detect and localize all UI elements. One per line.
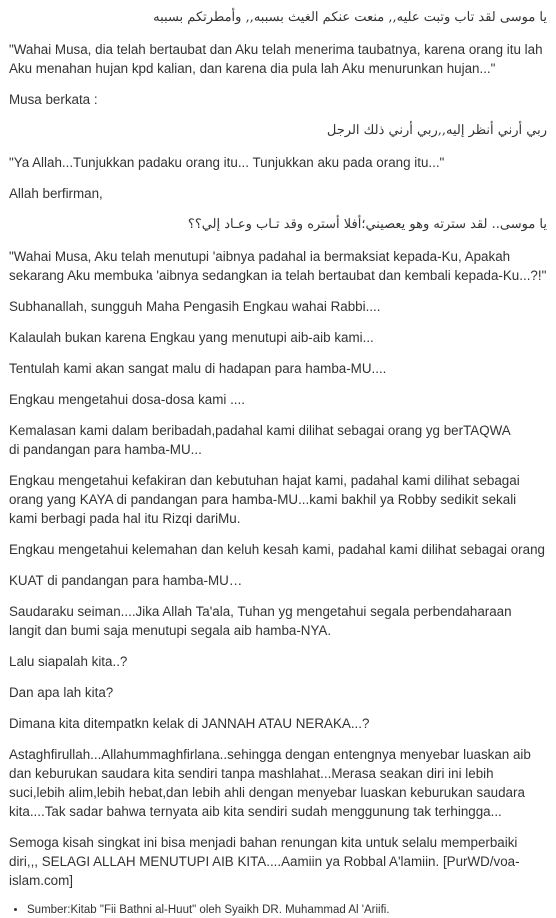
paragraph: Dimana kita ditempatkn kelak di JANNAH ATAU NERAKA...? [9,716,370,731]
source-list [9,902,547,918]
paragraph-line: di pandangan para hamba-MU... [9,442,202,457]
source-item: • Sumber:Kitab "Fii Bathni al-Huut" oleh Syaikh DR. Muhammad Al 'Ariifi. [27,902,547,918]
paragraph: Engkau mengetahui kelemahan dan keluh kesah kami, padahal kami dilihat sebagai orang [9,542,545,557]
paragraph: Engkau mengetahui kefakiran dan kebutuhan hajat kami, padahal kami dilihat sebagai orang yang KAYA di pandangan para hamba-MU...kami bakhil ya Robby sedikit sekali kami berbagi pada hal itu Rizqi dariMu. [9,473,520,526]
paragraph: Engkau mengetahui dosa-dosa kami .... [9,392,245,407]
paragraph: Subhanallah, sungguh Maha Pengasih Engkau wahai Rabbi.... [9,299,381,314]
arabic-paragraph: يا موسى.. لقد سترته وهو يعصيني؛أفلا أستره وقد تـاب وعـاد إلي؟؟ [187,217,547,232]
paragraph: Semoga kisah singkat ini bisa menjadi bahan renungan kita untuk selalu memperbaiki diri,,, SELAGI ALLAH MENUTUPI AIB KITA....Aamiin ya Robbal A'lamiin. [PurWD/voa-islam.com] [9,835,520,888]
arabic-paragraph: يا موسى لقد تاب وتبت عليه,, منعت عنكم الغيث بسببه,, وأمطرتكم بسببه [153,10,547,25]
paragraph: "Wahai Musa, dia telah bertaubat dan Aku telah menerima taubatnya, karena orang itu lah Aku menahan hujan kpd kalian, dan karena dia pula lah Aku menurunkan hujan..." [9,42,543,76]
paragraph: Musa berkata : [9,92,98,107]
paragraph-line: Kemalasan kami dalam beribadah,padahal kami dilihat sebagai orang yg berTAQWA [9,423,511,438]
paragraph: Saudaraku seiman....Jika Allah Ta'ala, Tuhan yg mengetahui segala perbendaharaan langit dan bumi saja menutupi segala aib hamba-NYA. [9,604,512,638]
paragraph [9,421,547,459]
paragraph: Kalaulah bukan karena Engkau yang menutupi aib-aib kami... [9,330,374,345]
paragraph: Tentulah kami akan sangat malu di hadapan para hamba-MU.... [9,361,387,376]
paragraph: Allah berfirman, [9,186,103,201]
arabic-paragraph: ربي أرني أنظر إليه,,ربي أرني ذلك الرجل [326,123,547,138]
paragraph: "Ya Allah...Tunjukkan padaku orang itu... Tunjukkan aku pada orang itu..." [9,155,445,170]
paragraph: KUAT di pandangan para hamba-MU… [9,573,243,588]
paragraph: Dan apa lah kita? [9,685,114,700]
paragraph: Lalu siapalah kita..? [9,654,128,669]
paragraph: "Wahai Musa, Aku telah menutupi 'aibnya padahal ia bermaksiat kepada-Ku, Apakah sekarang Aku membuka 'aibnya sedangkan ia telah bertaubat dan kembali kepada-Ku...?!" [9,249,547,283]
paragraph: Astaghfirullah...Allahummaghfirlana..sehingga dengan entengnya menyebar luaskan aib dan keburukan saudara kita sendiri tanpa mashlahat...Merasa seakan diri ini lebih suci,lebih alim,lebih hebat,dan lebih ahli dengan menyebar luaskan keburukan saudara kita....Tak sadar bahwa ternyata aib kita sendiri sudah menggunung tak terhingga... [9,747,531,819]
